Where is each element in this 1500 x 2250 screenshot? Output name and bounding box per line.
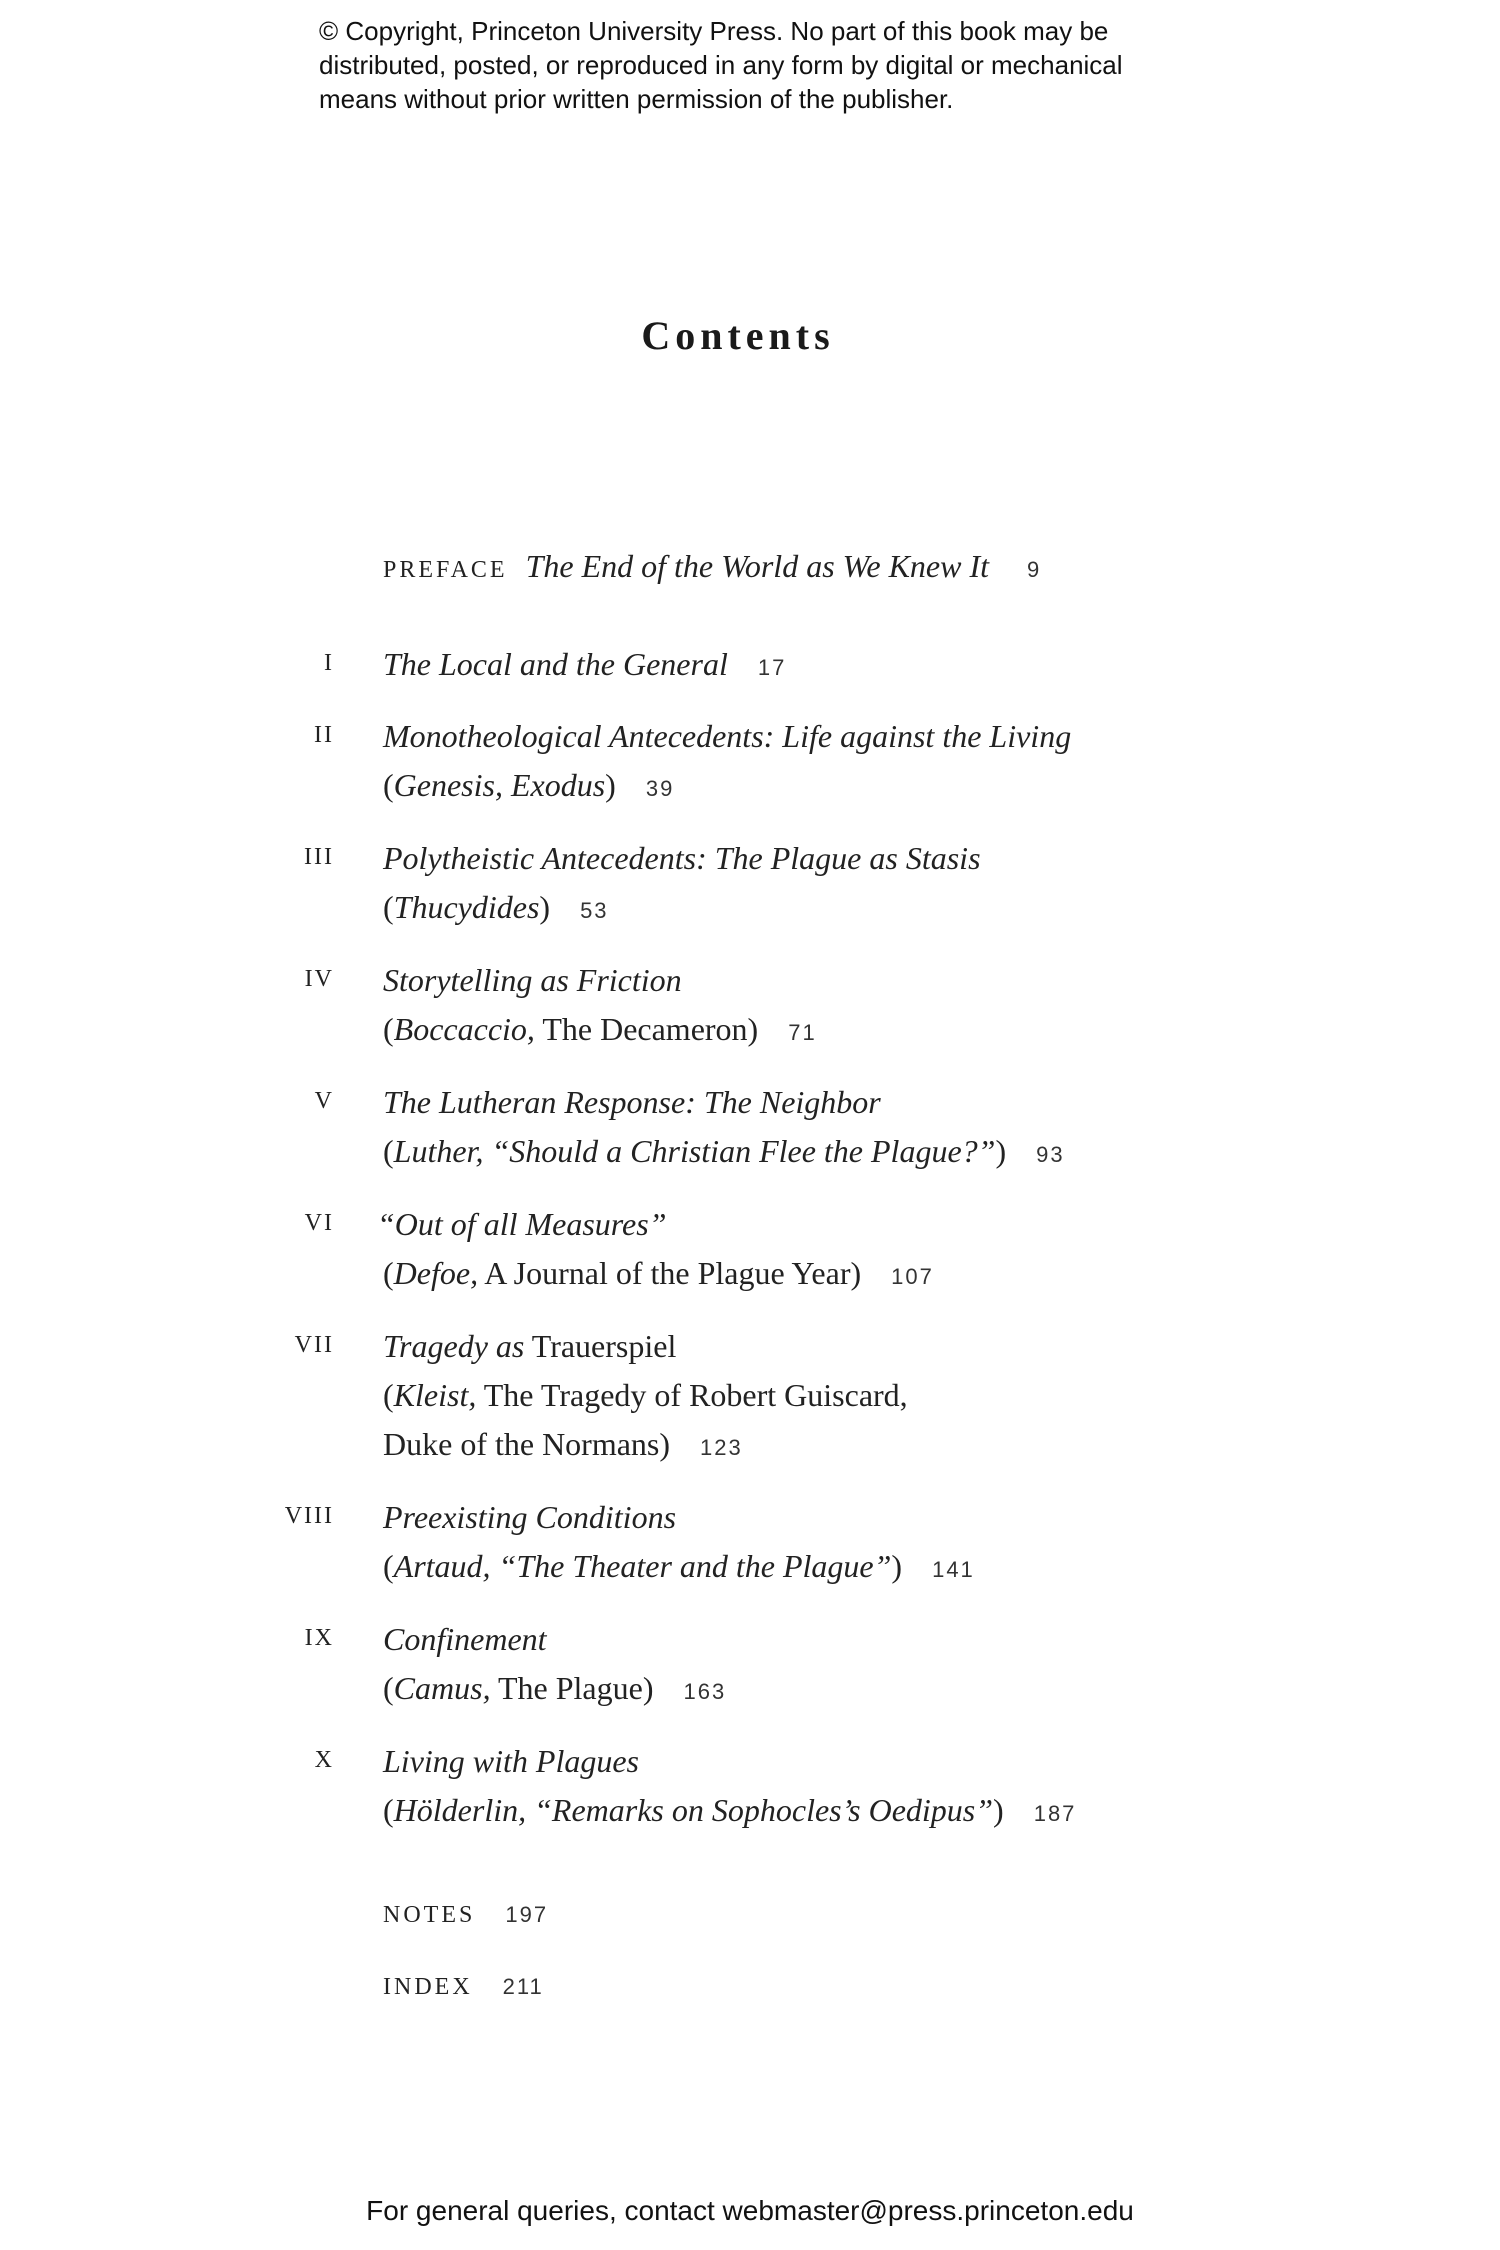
copyright-line-2: distributed, posted, or reproduced in any form by digital or mechanical	[319, 50, 1123, 80]
source-close-paren: )	[747, 1011, 759, 1047]
preface-title: The End of the World as We Knew It	[525, 548, 989, 584]
chapter-source: Thucydides	[393, 889, 540, 925]
chapter-source-work: The Plague	[497, 1670, 643, 1706]
chapter-title: The Lutheran Response: The Neighbor	[383, 1084, 881, 1120]
source-close-paren: )	[642, 1670, 654, 1706]
chapter-title: The Local and the General	[383, 646, 728, 682]
index-page-number: 211	[502, 1974, 544, 1999]
chapter-page-number: 107	[891, 1264, 934, 1289]
chapter-numeral: II	[314, 722, 334, 748]
source-open-paren: (	[383, 1377, 394, 1413]
copyright-line-3: means without prior written permission of the publisher.	[319, 84, 954, 114]
chapter-page-number: 71	[788, 1020, 817, 1045]
chapter-page-number: 53	[580, 898, 609, 923]
chapter-source-work: A Journal of the Plague Year	[484, 1255, 851, 1291]
copyright-notice	[319, 14, 1219, 116]
footer-contact: For general queries, contact webmaster@press.princeton.edu	[366, 2195, 1134, 2226]
source-close-paren: )	[539, 889, 551, 925]
chapter-title-roman: Trauerspiel	[531, 1328, 677, 1364]
chapter-title-italic: Tragedy as	[383, 1328, 525, 1364]
source-close-paren: )	[995, 1133, 1007, 1169]
chapter-source-author: Kleist,	[393, 1377, 477, 1413]
source-close-paren: )	[659, 1426, 671, 1462]
chapter-source-work: The Tragedy of Robert Guiscard,	[483, 1377, 908, 1413]
chapter-source: Luther, “Should a Christian Flee the Plague?”	[393, 1133, 996, 1169]
chapter-source-author: Camus,	[393, 1670, 491, 1706]
chapter-numeral: V	[314, 1088, 334, 1114]
notes-page-number: 197	[505, 1902, 549, 1927]
chapter-title: Polytheistic Antecedents: The Plague as Stasis	[383, 840, 981, 876]
chapter-title: Monotheological Antecedents: Life against the Living	[383, 718, 1072, 754]
chapter-source-work-line-2: Duke of the Normans	[383, 1426, 660, 1462]
source-open-paren: (	[383, 1255, 394, 1291]
chapter-source: Hölderlin, “Remarks on Sophocles’s Oedipus”	[393, 1792, 994, 1828]
source-open-paren: (	[383, 1548, 394, 1584]
preface-label: PREFACE	[383, 557, 508, 583]
index-label: INDEX	[383, 1974, 473, 2000]
chapter-title: Preexisting Conditions	[383, 1499, 677, 1535]
chapter-source-author: Boccaccio,	[393, 1011, 535, 1047]
source-close-paren: )	[850, 1255, 862, 1291]
chapter-source: Genesis, Exodus	[393, 767, 606, 803]
chapter-numeral: IV	[304, 966, 334, 992]
chapter-page-number: 163	[683, 1679, 727, 1704]
chapter-page-number: 187	[1033, 1801, 1077, 1826]
chapter-page-number: 141	[932, 1557, 975, 1582]
chapter-title: Confinement	[383, 1621, 547, 1657]
chapter-source-work: The Decameron	[542, 1011, 748, 1047]
notes-label: NOTES	[383, 1902, 476, 1928]
source-open-paren: (	[383, 1792, 394, 1828]
chapter-numeral: III	[304, 844, 334, 870]
chapter-source-author: Defoe,	[393, 1255, 479, 1291]
preface-page-number: 9	[1027, 557, 1042, 582]
chapter-numeral: I	[324, 650, 334, 676]
source-open-paren: (	[383, 1133, 394, 1169]
chapter-page-number: 93	[1036, 1142, 1065, 1167]
chapter-page-number: 39	[645, 776, 675, 801]
chapter-page-number: 17	[757, 655, 787, 680]
page-title: Contents	[641, 313, 835, 358]
source-close-paren: )	[993, 1792, 1004, 1828]
chapter-title: “Out of all Measures”	[377, 1206, 667, 1242]
chapter-title: Storytelling as Friction	[383, 962, 682, 998]
chapter-numeral: IX	[304, 1625, 334, 1651]
source-open-paren: (	[383, 1011, 394, 1047]
chapter-numeral: VII	[294, 1332, 334, 1358]
chapter-numeral: X	[314, 1747, 334, 1773]
source-close-paren: )	[605, 767, 616, 803]
source-open-paren: (	[383, 767, 394, 803]
chapter-numeral: VI	[304, 1210, 334, 1236]
source-open-paren: (	[383, 889, 394, 925]
chapter-page-number: 123	[700, 1435, 743, 1460]
source-open-paren: (	[383, 1670, 394, 1706]
chapter-numeral: VIII	[284, 1503, 334, 1529]
chapter-source: Artaud, “The Theater and the Plague”	[393, 1548, 892, 1584]
source-close-paren: )	[891, 1548, 903, 1584]
copyright-line-1: © Copyright, Princeton University Press. No part of this book may be	[319, 16, 1109, 46]
chapter-title: Living with Plagues	[383, 1743, 639, 1779]
